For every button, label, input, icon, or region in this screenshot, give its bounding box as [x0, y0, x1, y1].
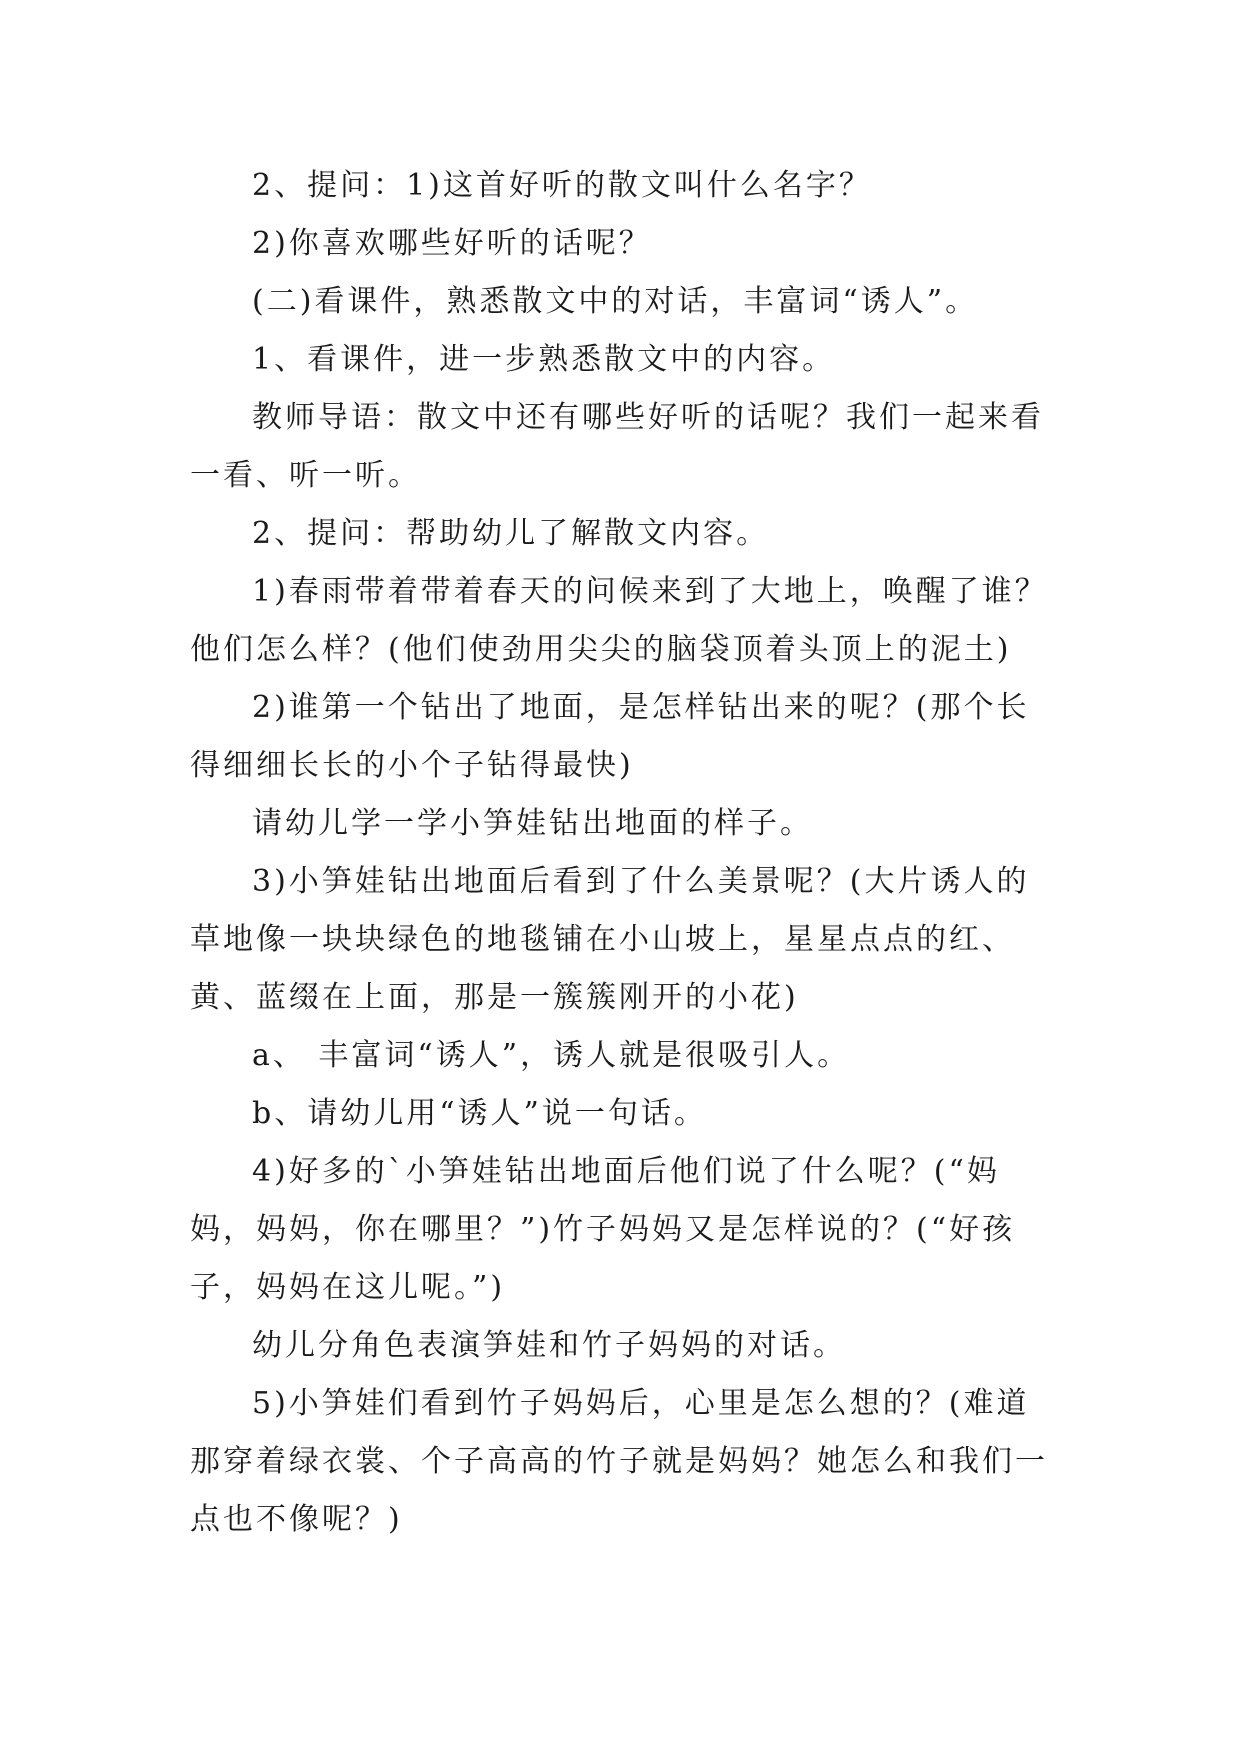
paragraph: (二)看课件，熟悉散文中的对话，丰富词“诱人”。 — [252, 284, 979, 319]
paragraph: 1)春雨带着带着春天的问候来到了大地上，唤醒了谁？他们怎么样？(他们使劲用尖尖的脑袋顶着头顶上的泥土) — [190, 574, 1048, 667]
paragraph: 幼儿分角色表演笋娃和竹子妈妈的对话。 — [252, 1328, 846, 1363]
paragraph: 2)谁第一个钻出了地面，是怎样钻出来的呢？(那个长得细细长长的小个子钻得最快) — [190, 690, 1030, 783]
document-body — [190, 157, 1050, 1549]
paragraph: 教师导语：散文中还有哪些好听的话呢？我们一起来看一看、听一听。 — [190, 400, 1044, 493]
paragraph: 请幼儿学一学小笋娃钻出地面的样子。 — [252, 806, 813, 841]
paragraph: 2、提问：1)这首好听的散文叫什么名字？ — [252, 168, 872, 203]
paragraph: b、请幼儿用“诱人”说一句话。 — [252, 1096, 707, 1131]
paragraph: 5)小笋娃们看到竹子妈妈后，心里是怎么想的？(难道那穿着绿衣裳、个子高高的竹子就是妈妈？她怎么和我们一点也不像呢？) — [190, 1386, 1048, 1537]
paragraph: 2、提问：帮助幼儿了解散文内容。 — [252, 516, 770, 551]
paragraph: 4)好多的`小笋娃钻出地面后他们说了什么呢？(“妈妈，妈妈，你在哪里？”)竹子妈妈又是怎样说的？(“好孩子，妈妈在这儿呢。”) — [190, 1154, 1016, 1305]
paragraph: 2)你喜欢哪些好听的话呢？ — [252, 226, 652, 261]
paragraph: a、 丰富词“诱人”，诱人就是很吸引人。 — [252, 1038, 851, 1073]
paragraph: 1、看课件，进一步熟悉散文中的内容。 — [252, 342, 836, 377]
paragraph: 3)小笋娃钻出地面后看到了什么美景呢？(大片诱人的草地像一块块绿色的地毯铺在小山坡上，星星点点的红、黄、蓝缀在上面，那是一簇簇刚开的小花) — [190, 864, 1030, 1015]
